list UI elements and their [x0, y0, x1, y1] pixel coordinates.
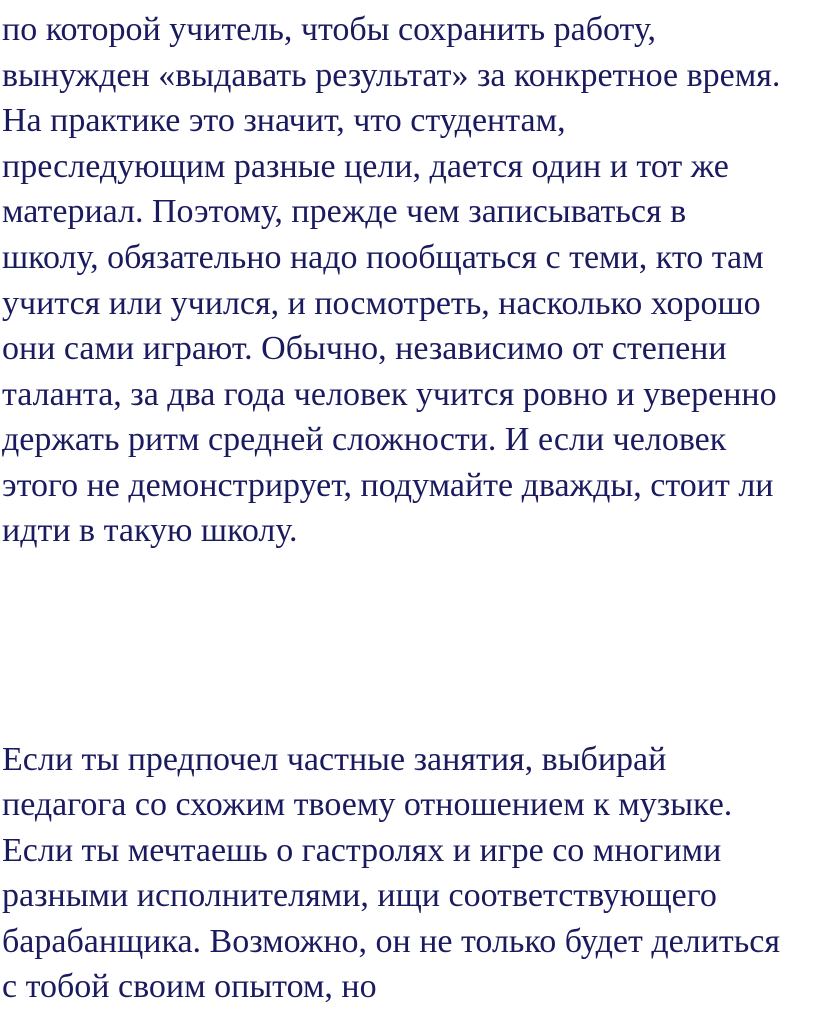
paragraph-line: с тобой своим опытом, но	[2, 968, 377, 1005]
paragraph-line: школу, обязательно надо пообщаться с теми, кто там	[2, 239, 764, 276]
paragraph-line: идти в такую школу.	[2, 512, 298, 549]
paragraph-line: таланта, за два года человек учится ровно и уверенно	[2, 376, 777, 413]
paragraph-line: Если ты мечтаешь о гастролях и игре со многими	[2, 832, 722, 869]
paragraph-line: вынужден «выдавать результат» за конкретное время.	[2, 57, 781, 94]
paragraph-line: На практике это значит, что студентам,	[2, 102, 566, 139]
paragraph-line: педагога со схожим твоему отношением к музыке.	[2, 786, 733, 823]
paragraph-line: преследующим разные цели, дается один и тот же	[2, 148, 729, 185]
paragraph-line: барабанщика. Возможно, он не только будет делиться	[2, 923, 780, 960]
paragraph-line: Если ты предпочел частные занятия, выбирай	[2, 741, 667, 778]
paragraph-line: учится или учился, и посмотреть, насколько хорошо	[2, 285, 761, 322]
paragraph-line: по которой учитель, чтобы сохранить работу,	[2, 11, 657, 48]
paragraph-line: они сами играют. Обычно, независимо от степени	[2, 330, 727, 367]
paragraph-line: этого не демонстрирует, подумайте дважды, стоит ли	[2, 467, 774, 504]
paragraph-line: разными исполнителями, ищи соответствующего	[2, 877, 717, 914]
paragraph-line: держать ритм средней сложности. И если человек	[2, 421, 727, 458]
paragraph-line: материал. Поэтому, прежде чем записываться в	[2, 193, 687, 230]
